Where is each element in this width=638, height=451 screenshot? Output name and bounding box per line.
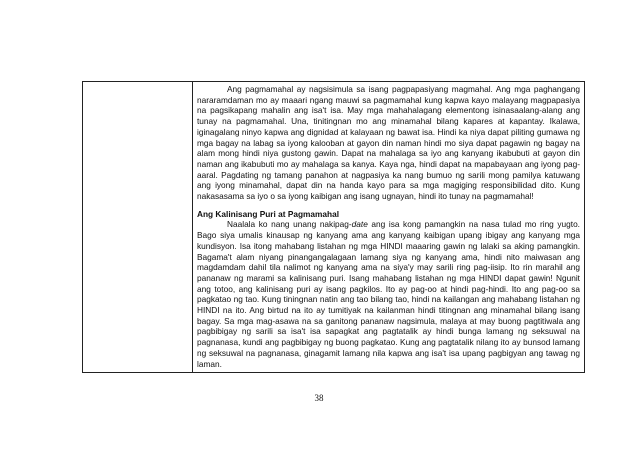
paragraph-spacer — [197, 202, 580, 209]
content-table — [82, 81, 585, 373]
table-right-cell — [193, 82, 584, 372]
page-number: 38 — [314, 393, 324, 403]
paragraph-love-decision: Ang pagmamahal ay nagsisimula sa isang pagpapasiyang magmahal. Ang mga paghangang nararamdaman mo ay maaari ngang mauwi sa pagmamahal kung kapwa kayo malayang magpapasiya na pagsikapang mahalin ang isa't isa. May mga mahahalagang elementong isinasaalang-alang ang tunay na pagmamahal. Una, tinitingnan mo ang minamahal bilang kapares at kapantay. Ikalawa, iginagalang ninyo kapwa ang dignidad at kalayaan ng bawat isa. Hindi ka niya dapat piliting gumawa ng mga bagay na labag sa iyong kalooban at gayon din naman hindi mo siya dapat pagawin ng bagay na alam mong hindi niya gustong gawin. Dapat na mahalaga sa iyo ang kanyang ikabubuti at gayon din naman ang ikabubuti mo ay mahalaga sa kanya. Kaya nga, hindi dapat na mapabayaan ang iyong pag-aaral. Pagdating ng tamang panahon at nagpasiya ka nang bumuo ng sarili mong pamilya katuwang ang iyong minamahal, dapat din na handa kayo para sa mga magiging responsibilidad dito. Kung nakasasama sa iyo o sa iyong kaibigan ang isang ugnayan, hindi ito tunay na pagmamahal! — [197, 84, 580, 202]
italic-word-date: date — [351, 219, 368, 230]
paragraph-chastity-rest: ang isa kong pamangkin na nasa tulad mo ring yugto. Bago siya umalis kinausap ng kanyang ama ang kanyang kaibigan upang ibigay ang kanyang mga kundisyon. Isa itong mahabang listahan ng mga HINDI maaaring gawin ng lalaki sa aking pamangkin. Bagama't alam niyang pinangangalagaan lamang siya ng kanyang ama, hindi nito maiwasan ang magdamdam dahil tila nalimot ng kanyang ama na siya'y may sarili ring pag-iisip. Ito rin marahil ang pananaw ng marami sa kalinisang puri. Isang mahabang listahan ng mga HINDI dapat gawin! Ngunit ang totoo, ang kalinisang puri ay isang pagkilos. Ito ay pag-oo at hindi pag-hindi. Ito ang pag-oo sa pagkatao ng tao. Kung tiningnan natin ang tao bilang tao, hindi na kailangan ang mahabang listahan ng HINDI na ito. Ang birtud na ito ay tumitiyak na kailanman hindi titingnan ang minamahal bilang isang bagay. Sa mga mag-asawa na sa ganitong pananaw nagsimula, malaya at may buong pagtitiwala ang pagbibigay ng sarili sa isa't isa sapagkat ang pagtatalik ay hindi bunga lamang ng seksuwal na pagnanasa, kundi ang pagbibigay ng buong pagkatao. Kung ang pagtatalik nilang ito ay bunsod lamang ng seksuwal na pagnanasa, ginagamit lamang nila kapwa ang isa't isa upang pagbigyan ang tawag ng laman. — [197, 219, 580, 369]
table-left-cell — [83, 82, 193, 372]
paragraph-chastity — [197, 219, 580, 369]
paragraph-chastity-start: Naalala ko nang unang nakipag- — [227, 219, 352, 230]
section-heading: Ang Kalinisang Puri at Pagmamahal — [197, 208, 340, 219]
